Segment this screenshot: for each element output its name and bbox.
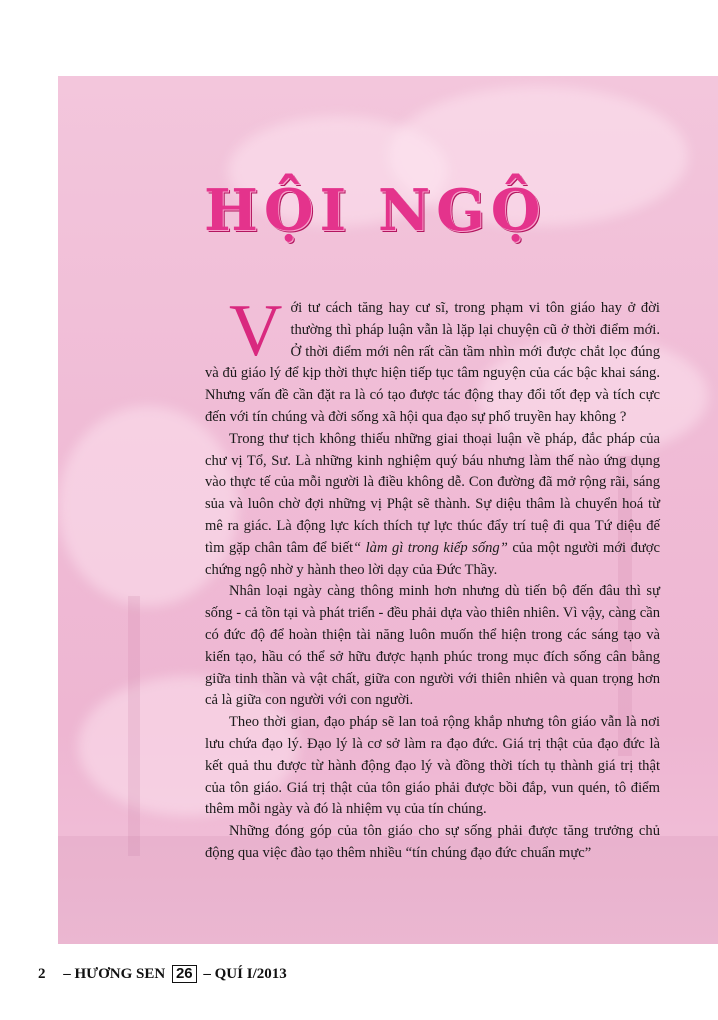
drop-cap: V xyxy=(229,290,283,372)
paragraph: Những đóng góp của tôn giáo cho sự sống phải được tăng trưởng chủ động qua việc đào tạo thêm nhiều “tín chúng đạo đức chuẩn mực” xyxy=(205,823,660,861)
paragraph: Theo thời gian, đạo pháp sẽ lan toả rộng khắp nhưng tôn giáo vẫn là nơi lưu chứa đạo lý. Đạo lý là cơ sở làm ra đạo đức. Giá trị thật của đạo đức là kết quả thu được từ hành động đạo lý và đồng thời tích tụ thành giá trị thật của tôn giáo. Giá trị thật của tôn giáo phải được bồi đắp, vun quén, tô điểm thêm mỗi ngày và đó là nhiệm vụ của tín chúng. xyxy=(205,714,660,818)
issue-number: 26 xyxy=(172,965,197,983)
publication-name: – HƯƠNG SEN xyxy=(63,966,166,982)
page-number: 2 xyxy=(38,966,46,982)
paragraph: Trong thư tịch không thiếu những giai thoại luận về pháp, đắc pháp của chư vị Tổ, Sư. Là những kinh nghiệm quý báu nhưng làm thế nào ứng dụng vào thực tế của mỗi người là điều không dễ. Con đường đã mở rộng rãi, sáng sủa và luôn chờ đợi những vị Phật sẽ thành. Sự diệu thâm là chuyển hoá từ mê ra giác. Là động lực kích thích tự lực thúc đẩy trí tuệ đi qua Tứ diệu đế tìm gặp chân tâm để biết“ làm gì trong kiếp sống” của một người mới được chứng ngộ nhờ y hành theo lời dạy của Đức Thầy. xyxy=(205,430,660,578)
article-body xyxy=(205,290,660,865)
article-title: HỘI NGỘ xyxy=(204,177,547,244)
paragraph: Với tư cách tăng hay cư sĩ, trong phạm vi tôn giáo hay ở đời thường thì pháp luận vẫn là lặp lại chuyện cũ ở thời điểm mới. Ở thời điểm mới nên rất cần tầm nhìn mới được chắt lọc đúng và đủ giáo lý để kịp thời thực hiện tiếp tục tâm nguyện của các bậc khai sáng. Nhưng vấn đề cần đặt ra là có tạo được tác động thay đổi tốt đẹp và tích cực đến với tín chúng và đời sống xã hội qua đạo sự phổ truyền hay không ? xyxy=(205,290,660,425)
paragraph: Nhân loại ngày càng thông minh hơn nhưng dù tiến bộ đến đâu thì sự sống - cả tồn tại và phát triển - đều phải dựa vào thiên nhiên. Vì vậy, càng cần có đức độ để hoàn thiện tài năng luôn muốn thể hiện trong các sáng tạo và kiến tạo, hầu có thể sở hữu được hạnh phúc trong mục đích sống cân bằng giữa tinh thần và vật chất, giữa con người với thiên nhiên và quan trọng hơn cả là giữa con người với con người. xyxy=(205,583,660,709)
page-footer xyxy=(38,965,287,983)
issue-date: – QUÍ I/2013 xyxy=(203,966,287,982)
quote-italic: “ làm gì trong kiếp sống” xyxy=(353,539,508,556)
